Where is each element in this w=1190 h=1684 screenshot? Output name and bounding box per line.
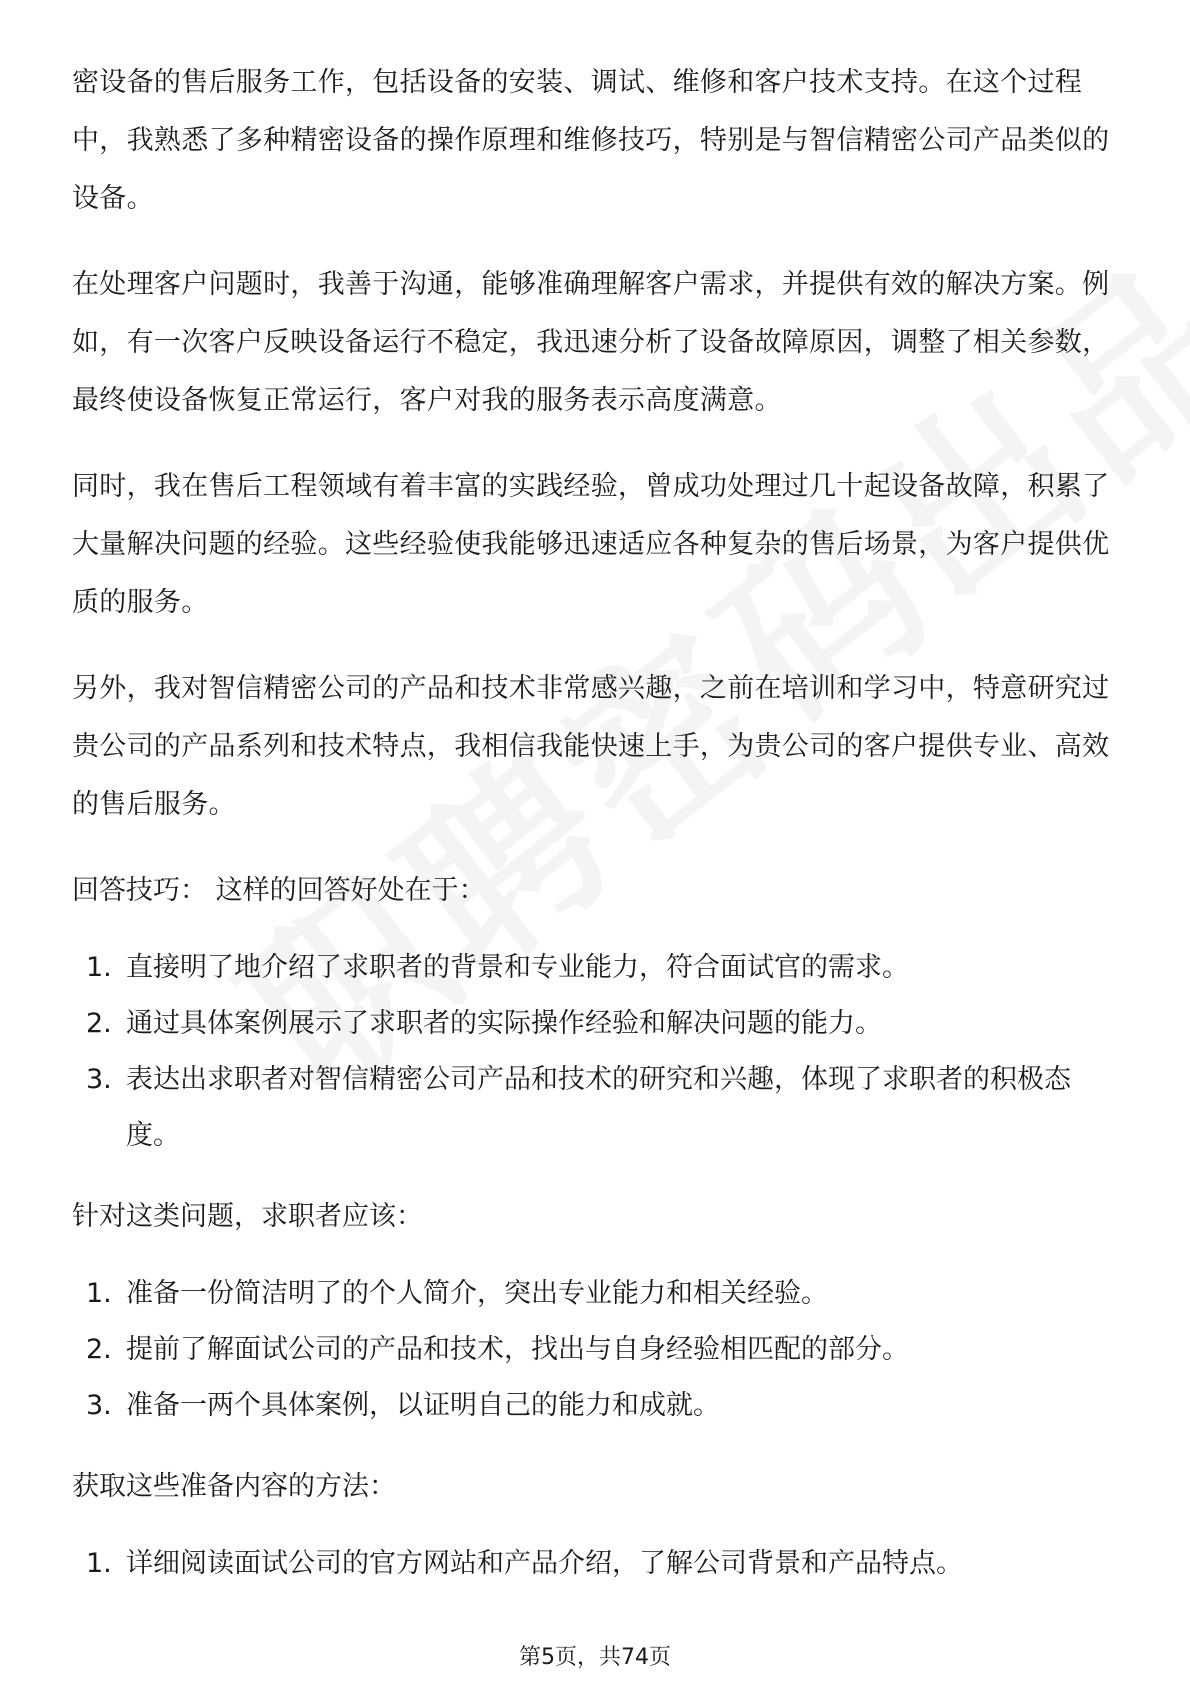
- list-item: [72, 996, 1122, 1052]
- list-number: 1.: [86, 1548, 112, 1579]
- list-item-text: 详细阅读面试公司的官方网站和产品介绍，了解公司背景和产品特点。: [126, 1548, 963, 1579]
- list-item: [72, 1052, 1122, 1164]
- methods-heading: 获取这些准备内容的方法：: [72, 1471, 396, 1502]
- list-item: [72, 1536, 1122, 1592]
- paragraph-1: 密设备的售后服务工作，包括设备的安装、调试、维修和客户技术支持。在这个过程中，我熟悉了多种精密设备的操作原理和维修技巧，特别是与智信精密公司产品类似的设备。: [72, 67, 1110, 214]
- list-item-text: 准备一两个具体案例，以证明自己的能力和成就。: [126, 1390, 720, 1421]
- should-heading: 针对这类问题，求职者应该：: [72, 1201, 423, 1232]
- list-item-text: 准备一份简洁明了的个人简介，突出专业能力和相关经验。: [126, 1278, 828, 1309]
- page-footer: 第5页，共74页: [519, 1645, 671, 1670]
- list-number: 2.: [86, 1334, 112, 1365]
- paragraph-3: 同时，我在售后工程领域有着丰富的实践经验，曾成功处理过几十起设备故障，积累了大量解决问题的经验。这些经验使我能够迅速适应各种复杂的售后场景，为客户提供优质的服务。: [72, 471, 1110, 618]
- list-item: [72, 1322, 1122, 1378]
- list-number: 1.: [86, 1278, 112, 1309]
- list-item-text: 直接明了地介绍了求职者的背景和专业能力，符合面试官的需求。: [126, 952, 909, 983]
- tips-heading: 回答技巧： 这样的回答好处在于：: [72, 875, 486, 906]
- tips-list: [72, 940, 1122, 1164]
- list-number: 2.: [86, 1008, 112, 1039]
- paragraph-4: 另外，我对智信精密公司的产品和技术非常感兴趣，之前在培训和学习中，特意研究过贵公司的产品系列和技术特点，我相信我能快速上手，为贵公司的客户提供专业、高效的售后服务。: [72, 673, 1110, 820]
- list-item: [72, 1378, 1122, 1434]
- methods-list: [72, 1536, 1122, 1592]
- list-item-text: 通过具体案例展示了求职者的实际操作经验和解决问题的能力。: [126, 1008, 882, 1039]
- document-body: [72, 54, 1122, 1616]
- list-item-text: 表达出求职者对智信精密公司产品和技术的研究和兴趣，体现了求职者的积极态度。: [126, 1064, 1071, 1151]
- list-number: 3.: [86, 1390, 112, 1421]
- list-item: [72, 940, 1122, 996]
- paragraph-2: 在处理客户问题时，我善于沟通，能够准确理解客户需求，并提供有效的解决方案。例如，有一次客户反映设备运行不稳定，我迅速分析了设备故障原因，调整了相关参数，最终使设备恢复正常运行，客户对我的服务表示高度满意。: [72, 269, 1110, 416]
- list-number: 1.: [86, 952, 112, 983]
- list-item: [72, 1266, 1122, 1322]
- should-list: [72, 1266, 1122, 1434]
- list-number: 3.: [86, 1064, 112, 1095]
- list-item-text: 提前了解面试公司的产品和技术，找出与自身经验相匹配的部分。: [126, 1334, 909, 1365]
